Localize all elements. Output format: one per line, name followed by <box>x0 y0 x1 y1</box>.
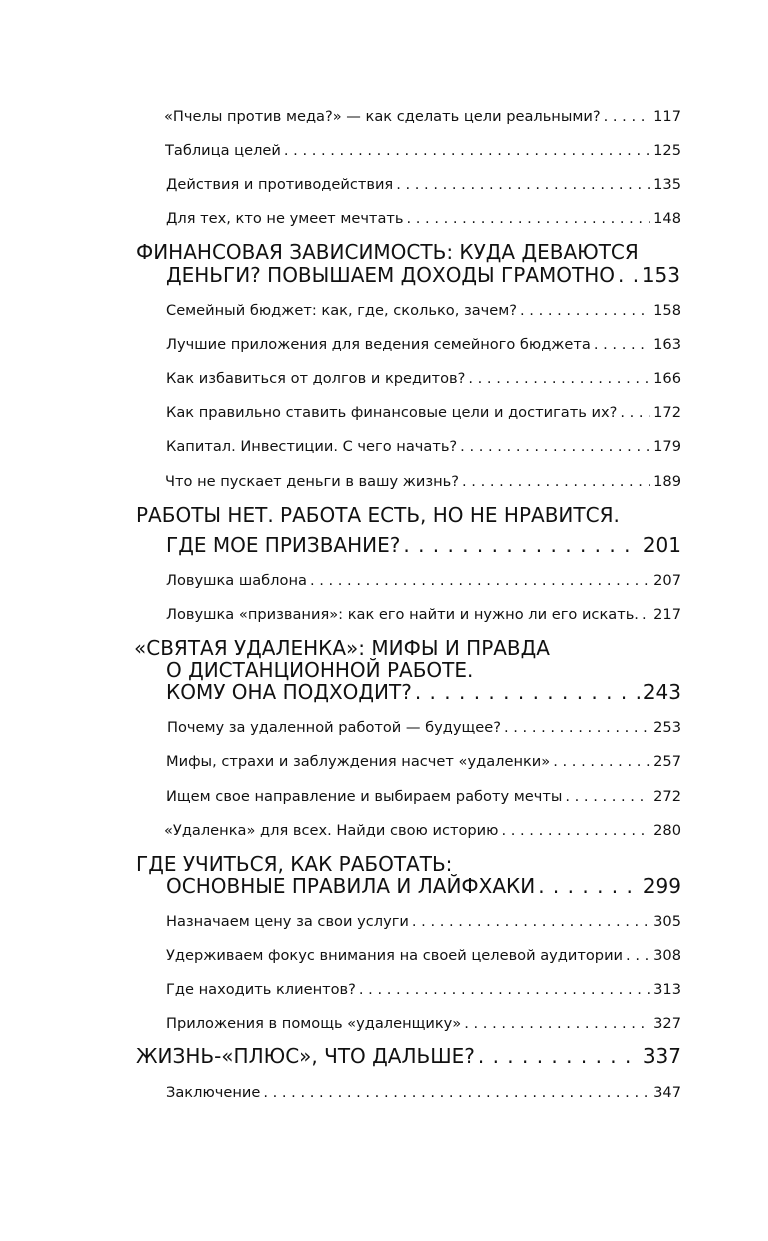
toc-entry-title: Где находить клиентов? <box>166 981 356 998</box>
toc-entry-page: 189 <box>653 473 681 490</box>
toc-entry-title: Удерживаем фокус внимания на своей целевой аудитории <box>166 947 624 964</box>
leader-dots <box>263 1084 650 1102</box>
leader-dots <box>359 981 650 999</box>
toc-entry <box>166 1084 681 1102</box>
leader-dots <box>468 370 650 388</box>
leader-dots <box>538 874 640 898</box>
leader-dots <box>565 788 650 806</box>
chapter-page: 243 <box>642 680 681 704</box>
toc-entry <box>166 1015 681 1033</box>
toc-entry-title: «Удаленка» для всех. Найди свою историю <box>164 822 499 839</box>
toc-entry-title: Приложения в помощь «удаленщику» <box>166 1015 462 1032</box>
toc-entry-title: Семейный бюджет: как, где, сколько, зачем? <box>166 302 518 319</box>
toc-entry-page: 217 <box>653 606 681 623</box>
chapter-title: КОМУ ОНА ПОДХОДИТ? <box>166 680 412 704</box>
leader-dots <box>604 108 651 126</box>
chapter-heading-line: О ДИСТАНЦИОННОЙ РАБОТЕ. <box>166 658 474 682</box>
leader-dots <box>626 947 650 965</box>
leader-dots <box>501 822 650 840</box>
leader-dots <box>520 302 650 320</box>
chapter-title: ГДЕ МОЕ ПРИЗВАНИЕ? <box>166 533 401 557</box>
toc-entry-title: Капитал. Инвестиции. С чего начать? <box>166 438 458 455</box>
toc-entry-page: 163 <box>653 336 681 353</box>
chapter-title: ДЕНЬГИ? ПОВЫШАЕМ ДОХОДЫ ГРАМОТНО <box>166 263 615 287</box>
toc-entry-page: 125 <box>653 142 681 159</box>
toc-entry <box>166 438 681 456</box>
chapter-title: ОСНОВНЫЕ ПРАВИЛА И ЛАЙФХАКИ <box>166 874 536 898</box>
toc-entry-page: 148 <box>653 210 681 227</box>
toc-entry <box>166 336 681 354</box>
toc-entry-page: 257 <box>653 753 681 770</box>
chapter-heading-line: ФИНАНСОВАЯ ЗАВИСИМОСТЬ: КУДА ДЕВАЮТСЯ <box>136 240 639 264</box>
leader-dots <box>464 1015 650 1033</box>
toc-entry <box>166 788 681 806</box>
toc-entry-title: Таблица целей <box>165 142 281 159</box>
toc-entry-page: 207 <box>653 572 681 589</box>
toc-entry-page: 313 <box>653 981 681 998</box>
toc-entry <box>166 210 681 228</box>
toc-entry-page: 305 <box>653 913 681 930</box>
toc-entry-title: Ловушка «призвания»: как его найти и нужно ли его искать. <box>166 606 639 623</box>
chapter-heading <box>166 874 681 898</box>
toc-entry-page: 135 <box>653 176 681 193</box>
chapter-heading-line: ГДЕ УЧИТЬСЯ, КАК РАБОТАТЬ: <box>136 852 453 876</box>
toc-entry-page: 308 <box>653 947 681 964</box>
toc-entry-title: Назначаем цену за свои услуги <box>166 913 409 930</box>
toc-entry-title: Мифы, страхи и заблуждения насчет «удаленки» <box>166 753 551 770</box>
leader-dots <box>396 176 650 194</box>
toc-entry-title: Заключение <box>166 1084 261 1101</box>
leader-dots <box>478 1044 640 1068</box>
toc-entry <box>167 719 681 737</box>
toc-entry <box>165 473 681 491</box>
toc-entry-page: 280 <box>653 822 681 839</box>
leader-dots <box>284 142 650 160</box>
toc-entry <box>166 913 681 931</box>
chapter-heading <box>136 1044 681 1068</box>
chapter-title: ЖИЗНЬ-«ПЛЮС», ЧТО ДАЛЬШЕ? <box>136 1044 475 1068</box>
chapter-heading <box>166 533 681 557</box>
chapter-page: 337 <box>642 1044 681 1068</box>
chapter-page: 299 <box>642 874 681 898</box>
toc-entry-page: 347 <box>653 1084 681 1101</box>
toc-entry-title: Почему за удаленной работой — будущее? <box>167 719 501 736</box>
toc-entry-title: Ловушка шаблона <box>166 572 307 589</box>
toc-entry-title: Что не пускает деньги в вашу жизнь? <box>165 473 460 490</box>
toc-entry <box>166 404 681 422</box>
toc-entry <box>164 108 681 126</box>
leader-dots <box>406 210 650 228</box>
leader-dots <box>412 913 650 931</box>
leader-dots <box>594 336 650 354</box>
leader-dots <box>460 438 650 456</box>
leader-dots <box>642 606 650 624</box>
toc-entry <box>166 370 681 388</box>
toc-entry-page: 253 <box>653 719 681 736</box>
toc-entry-title: Лучшие приложения для ведения семейного бюджета <box>166 336 591 353</box>
chapter-page: 201 <box>642 533 681 557</box>
toc-entry-page: 158 <box>653 302 681 319</box>
chapter-heading <box>166 263 680 287</box>
toc-entry-page: 117 <box>653 108 681 125</box>
leader-dots <box>415 680 640 704</box>
toc-entry-page: 166 <box>653 370 681 387</box>
toc-entry <box>165 142 681 160</box>
chapter-heading <box>166 680 681 704</box>
toc-entry <box>166 176 681 194</box>
chapter-page: 153 <box>641 263 680 287</box>
toc-entry-title: Ищем свое направление и выбираем работу мечты <box>166 788 563 805</box>
leader-dots <box>310 572 650 590</box>
leader-dots <box>618 263 639 287</box>
toc-entry-page: 272 <box>653 788 681 805</box>
toc-entry-title: Как избавиться от долгов и кредитов? <box>166 370 466 387</box>
toc-entry-title: Для тех, кто не умеет мечтать <box>166 210 404 227</box>
chapter-heading-line: РАБОТЫ НЕТ. РАБОТА ЕСТЬ, НО НЕ НРАВИТСЯ. <box>136 503 620 527</box>
toc-entry <box>166 981 681 999</box>
toc-entry-title: Как правильно ставить финансовые цели и достигать их? <box>166 404 618 421</box>
toc-entry-page: 179 <box>653 438 681 455</box>
leader-dots <box>620 404 650 422</box>
leader-dots <box>462 473 650 491</box>
leader-dots <box>553 753 650 771</box>
toc-entry <box>164 822 681 840</box>
leader-dots <box>403 533 639 557</box>
toc-entry-title: Действия и противодействия <box>166 176 394 193</box>
toc-entry <box>166 606 681 624</box>
toc-entry <box>166 947 681 965</box>
toc-entry-page: 327 <box>653 1015 681 1032</box>
toc-entry-title: «Пчелы против меда?» — как сделать цели реальными? <box>164 108 601 125</box>
toc-entry <box>166 572 681 590</box>
toc-entry <box>166 302 681 320</box>
toc-entry <box>166 753 681 771</box>
leader-dots <box>504 719 650 737</box>
chapter-heading-line: «СВЯТАЯ УДАЛЕНКА»: МИФЫ И ПРАВДА <box>134 636 550 660</box>
toc-entry-page: 172 <box>653 404 681 421</box>
